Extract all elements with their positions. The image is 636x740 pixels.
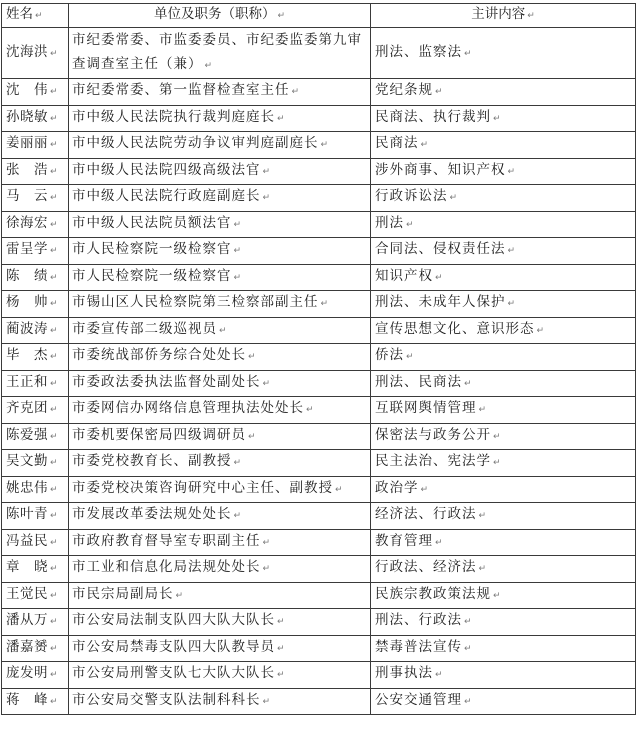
- header-name: [2, 4, 69, 28]
- speaker-name-cell: [2, 185, 69, 212]
- speaker-name-cell: [2, 238, 69, 265]
- header-name-text: 姓名: [6, 6, 33, 22]
- speaker-topic-cell: [371, 609, 636, 636]
- speaker-unit-cell: [69, 28, 371, 79]
- cell-mark: ↵: [233, 219, 243, 230]
- speaker-name-cell: [2, 503, 69, 530]
- cell-mark: ↵: [277, 670, 286, 681]
- header-unit: [69, 4, 371, 28]
- speaker-name-cell: [2, 105, 69, 132]
- speaker-name-cell: [2, 317, 69, 344]
- speaker-unit-cell: [69, 238, 371, 265]
- speaker-name: 蒋 峰: [6, 691, 48, 708]
- speaker-topic-cell: [371, 529, 636, 556]
- speaker-name-cell: [2, 264, 69, 291]
- speaker-topic: 侨法: [375, 347, 404, 364]
- speaker-name: 雷呈学: [6, 241, 48, 258]
- speaker-unit-cell: [69, 105, 371, 132]
- cell-mark: ↵: [50, 537, 59, 548]
- speaker-topic-cell: [371, 28, 636, 79]
- speaker-unit: 市委党校决策咨询研究中心主任、副教授: [72, 479, 333, 496]
- cell-mark: ↵: [50, 352, 59, 363]
- speaker-unit: 市人民检察院一级检察官: [72, 267, 232, 284]
- speaker-topic: 行政诉讼法: [375, 188, 448, 205]
- cell-mark: ↵: [233, 458, 243, 469]
- table-row: [2, 556, 636, 583]
- cell-mark: ↵: [50, 272, 59, 283]
- speaker-topic: 刑法、民商法: [375, 373, 462, 390]
- speaker-unit: 市纪委常委、第一监督检查室主任: [72, 82, 290, 99]
- speaker-unit-cell: [69, 211, 371, 238]
- header-topic: [371, 4, 636, 28]
- cell-mark: ↵: [50, 140, 59, 151]
- cell-mark: ↵: [50, 431, 59, 442]
- speaker-topic: 教育管理: [375, 532, 433, 549]
- speaker-topic-cell: [371, 344, 636, 371]
- speaker-topic: 宣传思想文化、意识形态: [375, 320, 535, 337]
- table-row: [2, 264, 636, 291]
- cell-mark: ↵: [50, 617, 59, 628]
- table-row: [2, 662, 636, 689]
- cell-mark: ↵: [50, 113, 59, 124]
- speaker-unit-cell: [69, 158, 371, 185]
- cell-mark: ↵: [50, 378, 59, 389]
- speaker-name: 庞发明: [6, 665, 48, 682]
- speaker-name: 王觉民: [6, 585, 48, 602]
- speaker-name: 冯益民: [6, 532, 48, 549]
- speaker-unit: 市中级人民法院劳动争议审判庭副庭长: [72, 135, 319, 152]
- cell-mark: ↵: [50, 87, 59, 98]
- cell-mark: ↵: [175, 590, 185, 601]
- table-row: [2, 476, 636, 503]
- cell-mark: ↵: [464, 643, 473, 654]
- cell-mark: ↵: [50, 511, 59, 522]
- cell-mark: ↵: [449, 193, 459, 204]
- speaker-unit: 市委机要保密局四级调研员: [72, 426, 246, 443]
- table-row: [2, 238, 636, 265]
- speaker-name-cell: [2, 79, 69, 106]
- cell-mark: ↵: [277, 11, 286, 21]
- speaker-topic-cell: [371, 238, 636, 265]
- speaker-table: [1, 3, 636, 715]
- speaker-name: 姜丽丽: [6, 135, 48, 152]
- speaker-topic-cell: [371, 211, 636, 238]
- cell-mark: ↵: [50, 590, 59, 601]
- speaker-name: 蔺波涛: [6, 320, 48, 337]
- speaker-name: 徐海宏: [6, 214, 48, 231]
- table-row: [2, 529, 636, 556]
- speaker-unit-cell: [69, 503, 371, 530]
- speaker-topic-cell: [371, 688, 636, 715]
- speaker-topic-cell: [371, 450, 636, 477]
- speaker-name: 陈爱强: [6, 426, 48, 443]
- speaker-topic: 互联网舆情管理: [375, 400, 477, 417]
- speaker-name-cell: [2, 132, 69, 159]
- speaker-name-cell: [2, 158, 69, 185]
- speaker-name-cell: [2, 609, 69, 636]
- speaker-unit: 市发展改革委法规处处长: [72, 506, 232, 523]
- cell-mark: ↵: [277, 113, 286, 124]
- cell-mark: ↵: [435, 537, 444, 548]
- cell-mark: ↵: [420, 484, 430, 495]
- cell-mark: ↵: [478, 511, 488, 522]
- speaker-name: 章 晓: [6, 559, 48, 576]
- speaker-unit: 市人民检察院一级检察官: [72, 241, 232, 258]
- table-row: [2, 582, 636, 609]
- speaker-unit-cell: [69, 662, 371, 689]
- table-row: [2, 635, 636, 662]
- speaker-topic-cell: [371, 317, 636, 344]
- speaker-topic: 合同法、侵权责任法: [375, 241, 506, 258]
- speaker-topic-cell: [371, 105, 636, 132]
- speaker-topic: 民商法、执行裁判: [375, 108, 491, 125]
- speaker-name: 吴文勤: [6, 453, 48, 470]
- speaker-name: 潘嘉赟: [6, 638, 48, 655]
- table-row: [2, 609, 636, 636]
- speaker-topic: 保密法与政务公开: [375, 426, 491, 443]
- speaker-unit-cell: [69, 609, 371, 636]
- cell-mark: ↵: [507, 246, 517, 257]
- speaker-unit: 市委宣传部二级巡视员: [72, 320, 217, 337]
- cell-mark: ↵: [464, 617, 473, 628]
- cell-mark: ↵: [478, 405, 488, 416]
- cell-mark: ↵: [50, 299, 59, 310]
- cell-mark: ↵: [233, 246, 243, 257]
- table-row: [2, 28, 636, 79]
- speaker-topic: 政治学: [375, 479, 419, 496]
- cell-mark: ↵: [435, 87, 444, 98]
- speaker-unit: 市工业和信息化局法规处处长: [72, 559, 261, 576]
- speaker-topic-cell: [371, 264, 636, 291]
- cell-mark: ↵: [50, 643, 59, 654]
- speaker-name-cell: [2, 291, 69, 318]
- speaker-topic-cell: [371, 423, 636, 450]
- cell-mark: ↵: [204, 61, 214, 71]
- table-row: [2, 211, 636, 238]
- speaker-topic-cell: [371, 79, 636, 106]
- cell-mark: ↵: [219, 325, 228, 336]
- speaker-unit-cell: [69, 476, 371, 503]
- cell-mark: ↵: [262, 696, 272, 707]
- cell-mark: ↵: [493, 431, 502, 442]
- cell-mark: ↵: [320, 140, 330, 151]
- cell-mark: ↵: [50, 48, 59, 59]
- speaker-topic-cell: [371, 132, 636, 159]
- table-row: [2, 317, 636, 344]
- speaker-name-cell: [2, 556, 69, 583]
- cell-mark: ↵: [320, 299, 330, 310]
- table-row: [2, 397, 636, 424]
- speaker-name-cell: [2, 370, 69, 397]
- cell-mark: ↵: [50, 484, 59, 495]
- cell-mark: ↵: [536, 325, 546, 336]
- speaker-name: 张 浩: [6, 161, 48, 178]
- speaker-topic: 知识产权: [375, 267, 433, 284]
- speaker-unit: 市锡山区人民检察院第三检察部副主任: [72, 294, 319, 311]
- cell-mark: ↵: [50, 670, 59, 681]
- header-row: [2, 4, 636, 28]
- speaker-name-cell: [2, 28, 69, 79]
- speaker-unit: 市政府教育督导室专职副主任: [72, 532, 261, 549]
- cell-mark: ↵: [478, 564, 488, 575]
- cell-mark: ↵: [507, 299, 517, 310]
- cell-mark: ↵: [507, 166, 517, 177]
- speaker-unit-cell: [69, 556, 371, 583]
- speaker-unit-cell: [69, 423, 371, 450]
- speaker-name: 潘从万: [6, 612, 48, 629]
- cell-mark: ↵: [248, 352, 257, 363]
- cell-mark: ↵: [435, 670, 444, 681]
- table-row: [2, 185, 636, 212]
- table-row: [2, 79, 636, 106]
- speaker-name: 陈叶青: [6, 506, 48, 523]
- speaker-topic-cell: [371, 158, 636, 185]
- speaker-topic: 公安交通管理: [375, 691, 462, 708]
- cell-mark: ↵: [233, 511, 243, 522]
- speaker-unit: 市公安局刑警支队七大队大队长: [72, 665, 275, 682]
- speaker-name-cell: [2, 688, 69, 715]
- speaker-name: 沈海洪: [6, 43, 48, 60]
- cell-mark: ↵: [50, 696, 59, 707]
- speaker-topic: 党纪条规: [375, 82, 433, 99]
- speaker-unit-cell: [69, 370, 371, 397]
- speaker-name-cell: [2, 344, 69, 371]
- speaker-topic-cell: [371, 291, 636, 318]
- table-row: [2, 688, 636, 715]
- speaker-topic: 民主法治、宪法学: [375, 453, 491, 470]
- table-row: [2, 344, 636, 371]
- speaker-unit: 市委统战部侨务综合处处长: [72, 347, 246, 364]
- speaker-topic-cell: [371, 185, 636, 212]
- speaker-topic: 刑法、未成年人保护: [375, 294, 506, 311]
- cell-mark: ↵: [50, 193, 59, 204]
- speaker-topic-cell: [371, 582, 636, 609]
- speaker-topic-cell: [371, 662, 636, 689]
- speaker-unit: 市中级人民法院四级高级法官: [72, 161, 261, 178]
- cell-mark: ↵: [50, 325, 59, 336]
- speaker-unit-cell: [69, 132, 371, 159]
- speaker-topic: 禁毒普法宣传: [375, 638, 462, 655]
- speaker-name-cell: [2, 662, 69, 689]
- cell-mark: ↵: [277, 643, 286, 654]
- speaker-topic-cell: [371, 503, 636, 530]
- cell-mark: ↵: [435, 272, 444, 283]
- speaker-unit-cell: [69, 635, 371, 662]
- speaker-name: 马 云: [6, 188, 48, 205]
- table-row: [2, 158, 636, 185]
- cell-mark: ↵: [50, 166, 59, 177]
- cell-mark: ↵: [35, 11, 43, 21]
- speaker-unit-cell: [69, 344, 371, 371]
- cell-mark: ↵: [262, 193, 272, 204]
- speaker-unit-cell: [69, 397, 371, 424]
- cell-mark: ↵: [233, 272, 243, 283]
- cell-mark: ↵: [277, 617, 286, 628]
- speaker-unit-cell: [69, 529, 371, 556]
- speaker-unit: 市中级人民法院执行裁判庭庭长: [72, 108, 275, 125]
- cell-mark: ↵: [335, 484, 344, 495]
- speaker-name: 陈 绩: [6, 267, 48, 284]
- speaker-unit: 市中级人民法院员额法官: [72, 214, 232, 231]
- cell-mark: ↵: [464, 696, 473, 707]
- speaker-unit-cell: [69, 185, 371, 212]
- speaker-topic-cell: [371, 476, 636, 503]
- cell-mark: ↵: [50, 246, 59, 257]
- cell-mark: ↵: [464, 378, 473, 389]
- cell-mark: ↵: [50, 564, 59, 575]
- cell-mark: ↵: [262, 166, 272, 177]
- cell-mark: ↵: [50, 405, 59, 416]
- table-row: [2, 503, 636, 530]
- speaker-topic: 行政法、经济法: [375, 559, 477, 576]
- speaker-unit: 市纪委常委、市监委委员、市纪委监委第九审查调查室主任（兼）: [72, 32, 362, 72]
- speaker-topic: 刑法、监察法: [375, 43, 462, 60]
- speaker-unit: 市公安局禁毒支队四大队教导员: [72, 638, 275, 655]
- cell-mark: ↵: [262, 537, 272, 548]
- cell-mark: ↵: [262, 378, 272, 389]
- cell-mark: ↵: [493, 458, 502, 469]
- speaker-unit-cell: [69, 688, 371, 715]
- speaker-name-cell: [2, 476, 69, 503]
- cell-mark: ↵: [291, 87, 301, 98]
- speaker-name-cell: [2, 397, 69, 424]
- cell-mark: ↵: [406, 352, 415, 363]
- cell-mark: ↵: [527, 11, 535, 21]
- speaker-topic: 涉外商事、知识产权: [375, 161, 506, 178]
- cell-mark: ↵: [248, 431, 257, 442]
- speaker-name: 齐克团: [6, 400, 48, 417]
- cell-mark: ↵: [262, 564, 272, 575]
- cell-mark: ↵: [50, 458, 59, 469]
- speaker-topic: 民族宗教政策法规: [375, 585, 491, 602]
- header-unit-text: 单位及职务（职称）: [153, 6, 276, 22]
- cell-mark: ↵: [493, 113, 502, 124]
- speaker-unit-cell: [69, 317, 371, 344]
- speaker-unit-cell: [69, 264, 371, 291]
- speaker-name: 王正和: [6, 373, 48, 390]
- speaker-unit: 市中级人民法院行政庭副庭长: [72, 188, 261, 205]
- speaker-name: 毕 杰: [6, 347, 48, 364]
- speaker-topic: 刑法: [375, 214, 404, 231]
- speaker-topic: 民商法: [375, 135, 419, 152]
- table-row: [2, 370, 636, 397]
- table-row: [2, 132, 636, 159]
- speaker-name: 沈 伟: [6, 82, 48, 99]
- speaker-unit-cell: [69, 582, 371, 609]
- speaker-unit: 市民宗局副局长: [72, 585, 174, 602]
- speaker-name-cell: [2, 211, 69, 238]
- speaker-name: 杨 帅: [6, 294, 48, 311]
- speaker-topic-cell: [371, 556, 636, 583]
- cell-mark: ↵: [306, 405, 315, 416]
- speaker-topic-cell: [371, 370, 636, 397]
- speaker-topic: 刑法、行政法: [375, 612, 462, 629]
- table-row: [2, 105, 636, 132]
- speaker-name-cell: [2, 635, 69, 662]
- speaker-unit-cell: [69, 450, 371, 477]
- speaker-unit-cell: [69, 291, 371, 318]
- speaker-unit: 市公安局交警支队法制科科长: [72, 691, 261, 708]
- speaker-topic-cell: [371, 635, 636, 662]
- speaker-name-cell: [2, 529, 69, 556]
- cell-mark: ↵: [420, 140, 430, 151]
- speaker-name-cell: [2, 582, 69, 609]
- header-topic-text: 主讲内容: [471, 6, 526, 22]
- speaker-name-cell: [2, 423, 69, 450]
- speaker-unit: 市委网信办网络信息管理执法处处长: [72, 400, 304, 417]
- speaker-unit: 市委政法委执法监督处副处长: [72, 373, 261, 390]
- cell-mark: ↵: [464, 48, 473, 59]
- speaker-topic: 刑事执法: [375, 665, 433, 682]
- speaker-name: 姚忠伟: [6, 479, 48, 496]
- speaker-name: 孙晓敏: [6, 108, 48, 125]
- speaker-unit-cell: [69, 79, 371, 106]
- speaker-unit: 市委党校教育长、副教授: [72, 453, 232, 470]
- table-body: [2, 28, 636, 715]
- speaker-topic: 经济法、行政法: [375, 506, 477, 523]
- speaker-topic-cell: [371, 397, 636, 424]
- cell-mark: ↵: [493, 590, 502, 601]
- cell-mark: ↵: [50, 219, 59, 230]
- cell-mark: ↵: [406, 219, 415, 230]
- table-row: [2, 423, 636, 450]
- table-row: [2, 291, 636, 318]
- speaker-name-cell: [2, 450, 69, 477]
- table-row: [2, 450, 636, 477]
- speaker-unit: 市公安局法制支队四大队大队长: [72, 612, 275, 629]
